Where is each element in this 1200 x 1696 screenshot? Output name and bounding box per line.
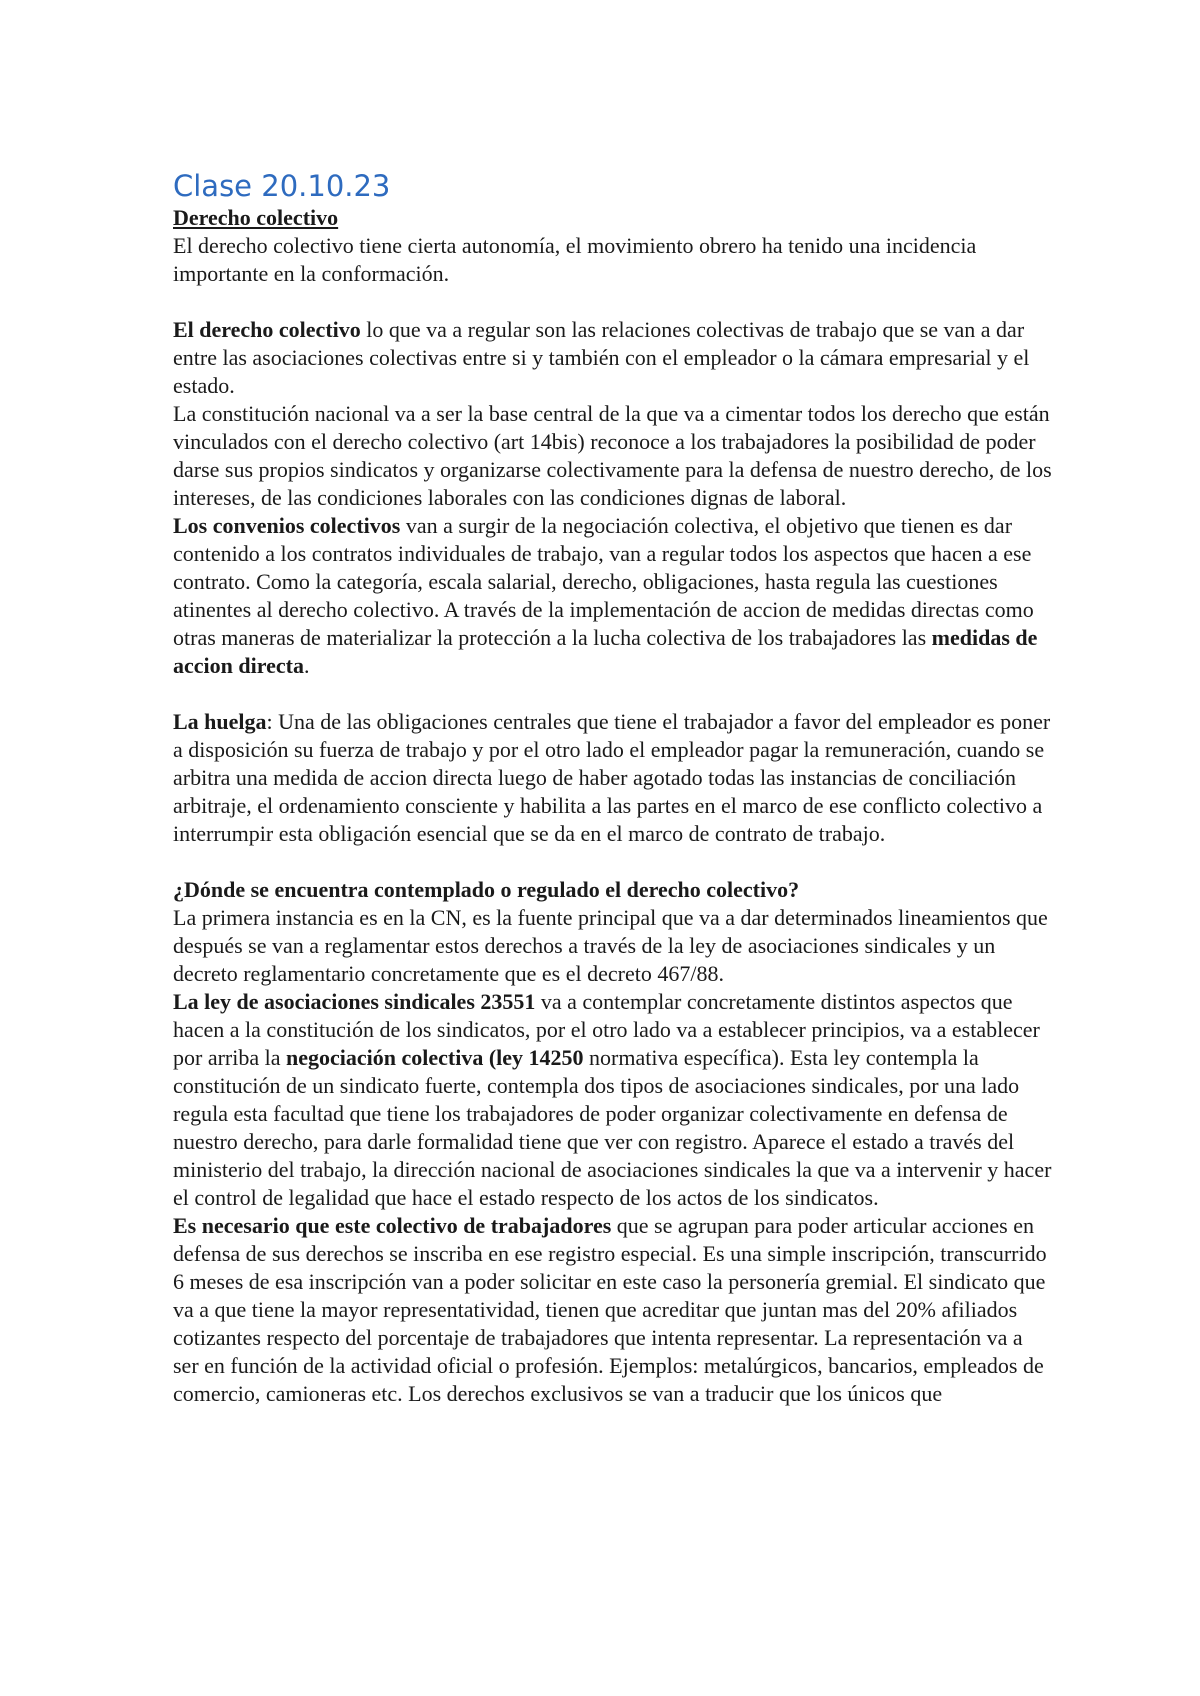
text-run: La primera instancia es en la CN, es la fuente principal que va a dar determinados lineamientos que después se van a reglamentar estos derechos a través de la ley de asociaciones sindicales y un decreto reglamentario concretamente que es el decreto 467/88.	[173, 905, 1048, 986]
paragraph	[173, 400, 1053, 512]
bold-text: Es necesario que este colectivo de trabajadores	[173, 1213, 612, 1238]
document-body	[173, 232, 1053, 1408]
paragraph	[173, 1212, 1053, 1408]
text-run: va a contemplar concretamente distintos aspectos que hacen a la constitución de los sindicatos, por el otro lado va a establecer principios, va a establecer por arriba la	[173, 989, 1040, 1070]
paragraph-spacer	[173, 680, 1053, 708]
bold-text: La huelga	[173, 709, 267, 734]
text-run: .	[303, 653, 310, 678]
paragraph	[173, 512, 1053, 680]
document-title: Clase 20.10.23	[173, 169, 391, 203]
paragraph	[173, 876, 1053, 904]
text-run: La constitución nacional va a ser la base central de la que va a cimentar todos los derecho que están vinculados con el derecho colectivo (art 14bis) reconoce a los trabajadores la posibilidad de poder darse sus propios sindicatos y organizarse colectivamente para la defensa de nuestro derecho, de los intereses, de las condiciones laborales con las condiciones dignas de laboral.	[173, 401, 1052, 510]
paragraph-spacer	[173, 848, 1053, 876]
text-run: van a surgir de la negociación colectiva, el objetivo que tienen es dar contenido a los contratos individuales de trabajo, van a regular todos los aspectos que hacen a ese contrato. Como la categoría, escala salarial, derecho, obligaciones, hasta regula las cuestiones atinentes al derecho colectivo. A través de la implementación de accion de medidas directas como otras maneras de materializar la protección a la lucha colectiva de los trabajadores las	[173, 513, 1034, 650]
document-page	[173, 168, 1053, 1408]
bold-text: El derecho colectivo	[173, 317, 361, 342]
paragraph	[173, 904, 1053, 988]
bold-text: La ley de asociaciones sindicales 23551	[173, 989, 536, 1014]
text-run: lo que va a regular son las relaciones colectivas de trabajo que se van a dar entre las asociaciones colectivas entre si y también con el empleador o la cámara empresarial y el estado.	[173, 317, 1030, 398]
paragraph	[173, 988, 1053, 1212]
paragraph	[173, 232, 1053, 288]
paragraph	[173, 316, 1053, 400]
bold-text: Los convenios colectivos	[173, 513, 401, 538]
text-run: El derecho colectivo tiene cierta autonomía, el movimiento obrero ha tenido una incidencia importante en la conformación.	[173, 233, 977, 286]
text-run: normativa específica). Esta ley contempla la constitución de un sindicato fuerte, contempla dos tipos de asociaciones sindicales, por una lado regula esta facultad que tiene los trabajadores de poder organizar colectivamente en defensa de nuestro derecho, para darle formalidad tiene que ver con registro. Aparece el estado a través del ministerio del trabajo, la dirección nacional de asociaciones sindicales la que va a intervenir y hacer el control de legalidad que hace el estado respecto de los actos de los sindicatos.	[173, 1045, 1052, 1210]
paragraph	[173, 708, 1053, 848]
section-heading: Derecho colectivo	[173, 205, 339, 230]
bold-text: ¿Dónde se encuentra contemplado o regulado el derecho colectivo?	[173, 877, 800, 902]
text-run: que se agrupan para poder articular acciones en defensa de sus derechos se inscriba en ese registro especial. Es una simple inscripción, transcurrido 6 meses de esa inscripción van a poder solicitar en este caso la personería gremial. El sindicato que va a que tiene la mayor representatividad, tienen que acreditar que juntan mas del 20% afiliados cotizantes respecto del porcentaje de trabajadores que intenta representar. La representación va a ser en función de la actividad oficial o profesión. Ejemplos: metalúrgicos, bancarios, empleados de comercio, camioneras etc. Los derechos exclusivos se van a traducir que los únicos que	[173, 1213, 1047, 1406]
text-run: : Una de las obligaciones centrales que tiene el trabajador a favor del empleador es poner a disposición su fuerza de trabajo y por el otro lado el empleador pagar la remuneración, cuando se arbitra una medida de accion directa luego de haber agotado todas las instancias de conciliación arbitraje, el ordenamiento consciente y habilita a las partes en el marco de ese conflicto colectivo a interrumpir esta obligación esencial que se da en el marco de contrato de trabajo.	[173, 709, 1051, 846]
bold-text: negociación colectiva (ley 14250	[286, 1045, 584, 1070]
bold-text: medidas de accion directa	[173, 625, 1038, 678]
paragraph-spacer	[173, 288, 1053, 316]
